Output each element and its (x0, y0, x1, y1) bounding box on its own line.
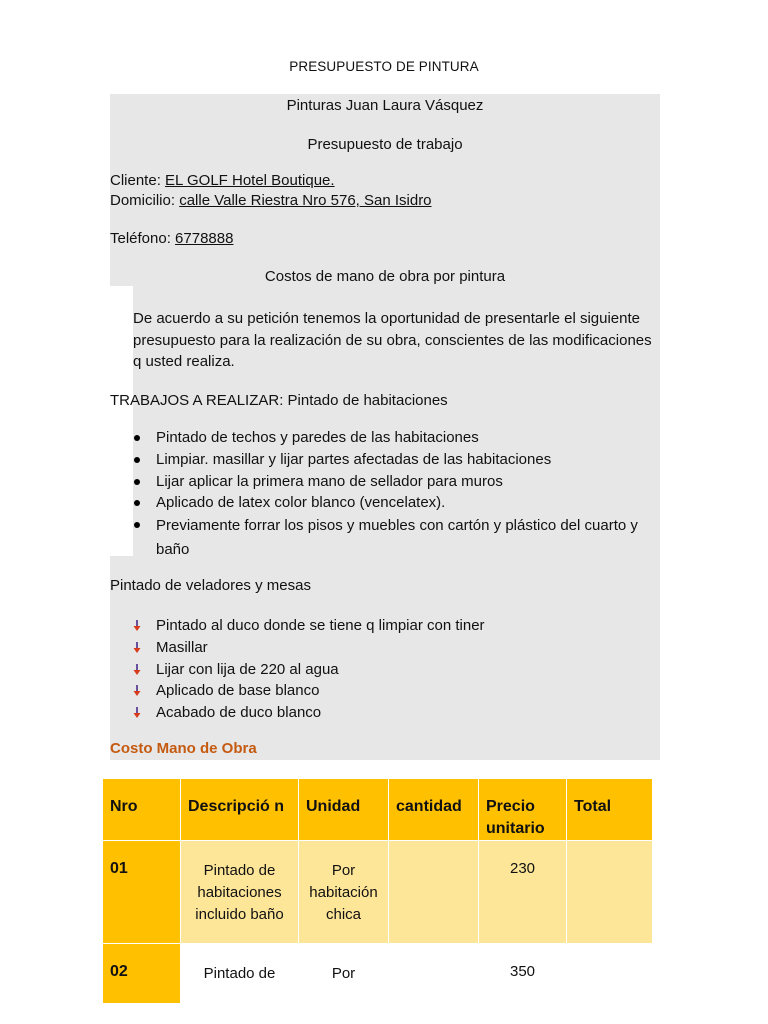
address-value: calle Valle Riestra Nro 576, San Isidro (179, 192, 432, 209)
list-item: Aplicado de latex color blanco (vencelatex). (130, 492, 660, 514)
table-row (103, 944, 653, 1004)
list-item (130, 680, 650, 702)
list-item-text: Lijar con lija de 220 al agua (156, 660, 339, 678)
list-item (130, 615, 650, 637)
row-number: 01 (103, 841, 181, 944)
furniture-heading: Pintado de veladores y mesas (110, 577, 311, 594)
row-quantity (389, 944, 479, 1004)
phone-line (110, 229, 233, 249)
row-total (567, 841, 653, 944)
header-cell: Descripció n (181, 779, 299, 841)
labor-cost-title: Costo Mano de Obra (110, 740, 257, 757)
client-label: Cliente: (110, 172, 166, 189)
list-item (130, 637, 650, 659)
arrow-bullet-icon (132, 641, 142, 655)
row-total (567, 944, 653, 1004)
budget-subtitle: Presupuesto de trabajo (307, 136, 463, 153)
header-cell: Total (567, 779, 653, 841)
client-line (110, 171, 335, 191)
phone-value: 6778888 (175, 230, 234, 247)
costs-heading: Costos de mano de obra por pintura (264, 268, 506, 285)
arrow-bullet-icon (132, 663, 142, 677)
row-description: Pintado de habitaciones incluido baño (181, 841, 299, 944)
list-item-text: Pintado al duco donde se tiene q limpiar con tiner (156, 617, 485, 634)
list-item (130, 702, 650, 724)
table-header-row (103, 779, 653, 841)
address-label: Domicilio: (110, 192, 180, 209)
header-cell: Precio unitario (479, 779, 567, 841)
list-item-text: Aplicado de base blanco (156, 682, 320, 700)
list-item: Previamente forrar los pisos y muebles con cartón y plástico del cuarto y baño (130, 514, 660, 562)
client-value: EL GOLF Hotel Boutique. (165, 172, 335, 189)
intro-paragraph: De acuerdo a su petición tenemos la oportunidad de presentarle el siguiente presupuesto para la realización de su obra, conscientes de las modificaciones q usted realiza. (133, 310, 652, 370)
row-unit-price: 350 (479, 944, 567, 1004)
row-description: Pintado de (181, 944, 299, 1004)
list-item-text: Masillar (156, 638, 208, 656)
row-unit: Por habitación chica (299, 841, 389, 944)
list-item (130, 659, 650, 681)
phone-label: Teléfono: (110, 230, 176, 247)
header-cell: Nro (103, 779, 181, 841)
row-unit: Por (299, 944, 389, 1004)
table-row (103, 841, 653, 944)
page-title: PRESUPUESTO DE PINTURA (289, 59, 479, 74)
row-unit-price: 230 (479, 841, 567, 944)
works-heading: TRABAJOS A REALIZAR: Pintado de habitaciones (110, 392, 448, 409)
row-number: 02 (103, 944, 181, 1004)
works-list (130, 427, 660, 562)
furniture-list (130, 615, 650, 724)
arrow-bullet-icon (132, 619, 142, 633)
list-item-text: Acabado de duco blanco (156, 704, 322, 722)
list-item: Pintado de techos y paredes de las habitaciones (130, 427, 660, 449)
header-cell: Unidad (299, 779, 389, 841)
labor-cost-table (102, 778, 653, 1004)
row-quantity (389, 841, 479, 944)
header-cell: cantidad (389, 779, 479, 841)
company-name: Pinturas Juan Laura Vásquez (286, 97, 484, 114)
address-line (110, 191, 432, 211)
list-item: Lijar aplicar la primera mano de sellador para muros (130, 471, 660, 493)
arrow-bullet-icon (132, 684, 142, 698)
arrow-bullet-icon (132, 706, 142, 720)
list-item: Limpiar. masillar y lijar partes afectadas de las habitaciones (130, 449, 660, 471)
